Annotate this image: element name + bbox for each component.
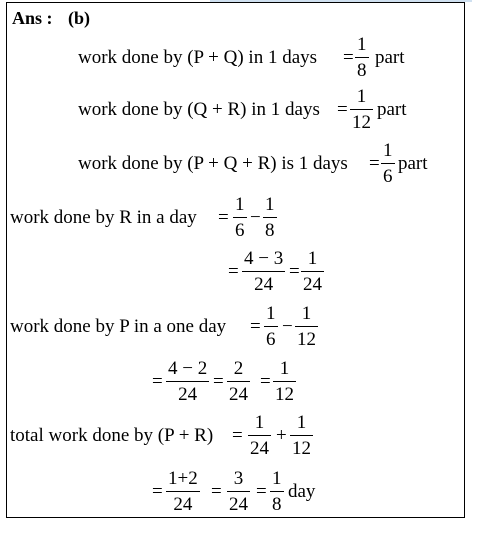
denominator: 24 [254,274,274,295]
numerator: 1 [279,358,290,379]
numerator: 1 [296,412,307,433]
denominator: 24 [229,494,248,515]
line-8-operator: + [276,425,287,446]
denominator: 24 [250,438,269,459]
numerator: 1 [265,194,275,215]
line-7-equals-2: = [213,371,224,392]
denominator: 8 [357,60,367,81]
denominator: 12 [292,438,311,459]
line-8-equals: = [232,425,243,446]
numerator: 1 [301,303,312,324]
denominator: 24 [178,384,198,405]
line-3-text: work done by (P + Q + R) is 1 days [78,153,348,174]
line-6-text: work done by P in a one day [10,316,227,337]
line-2-fraction [350,87,373,132]
denominator: 6 [235,220,245,241]
numerator: 1+2 [168,468,198,489]
line-5-fraction-1 [242,249,285,294]
line-6-fraction-2 [295,304,318,349]
line-4-equals: = [218,207,229,228]
line-7-fraction-1 [166,359,209,404]
answer-option: (b) [68,8,90,28]
line-1-unit: part [375,47,405,68]
numerator: 1 [357,34,367,55]
line-9-fraction-3 [270,469,284,514]
line-2-unit: part [377,99,407,120]
line-5-equals-2: = [289,261,300,282]
denominator: 8 [265,220,275,241]
denominator: 24 [229,384,248,405]
line-8-fraction-1 [248,413,271,458]
line-7-fraction-3 [273,359,296,404]
line-6-fraction-1 [264,304,278,349]
numerator: 1 [235,194,245,215]
line-7-equals-1: = [152,371,163,392]
denominator: 12 [352,112,371,133]
numerator: 2 [233,358,244,379]
numerator: 1 [356,86,367,107]
line-9-fraction-2 [227,469,250,514]
line-1-text: work done by (P + Q) in 1 days [78,47,318,68]
denominator: 24 [173,494,193,515]
denominator: 6 [266,329,276,350]
denominator: 12 [297,329,316,350]
numerator: 1 [272,468,282,489]
line-1-equals: = [343,47,354,68]
line-9-equals-3: = [256,481,267,502]
denominator: 24 [303,274,322,295]
numerator: 1 [266,303,276,324]
numerator: 3 [233,468,244,489]
line-7-fraction-2 [227,359,250,404]
denominator: 6 [383,166,393,187]
line-8-text: total work done by (P + R) [10,425,214,446]
line-4-text: work done by R in a day [10,207,197,228]
line-9-fraction-1 [166,469,200,514]
answer-label: Ans : [12,8,53,28]
line-4-fraction-1 [233,195,247,240]
denominator: 8 [272,494,282,515]
numerator: 4 − 2 [168,358,208,379]
line-6-operator: − [282,316,293,337]
line-1-fraction [355,35,369,80]
numerator: 1 [307,248,318,269]
line-5-equals-1: = [228,261,239,282]
numerator: 1 [383,140,393,161]
line-6-equals: = [250,316,261,337]
numerator: 4 − 3 [244,248,284,269]
line-3-fraction [381,141,395,186]
line-3-equals: = [369,153,380,174]
line-2-equals: = [337,99,348,120]
line-2-text: work done by (Q + R) in 1 days [78,99,320,120]
line-4-operator: − [250,207,261,228]
line-3-unit: part [398,153,428,174]
line-8-fraction-2 [290,413,313,458]
line-9-equals-2: = [211,481,222,502]
line-5-fraction-2 [301,249,324,294]
line-4-fraction-2 [263,195,277,240]
line-9-unit: day [288,481,316,502]
numerator: 1 [254,412,265,433]
line-7-equals-3: = [260,371,271,392]
line-9-equals-1: = [152,481,163,502]
denominator: 12 [275,384,294,405]
